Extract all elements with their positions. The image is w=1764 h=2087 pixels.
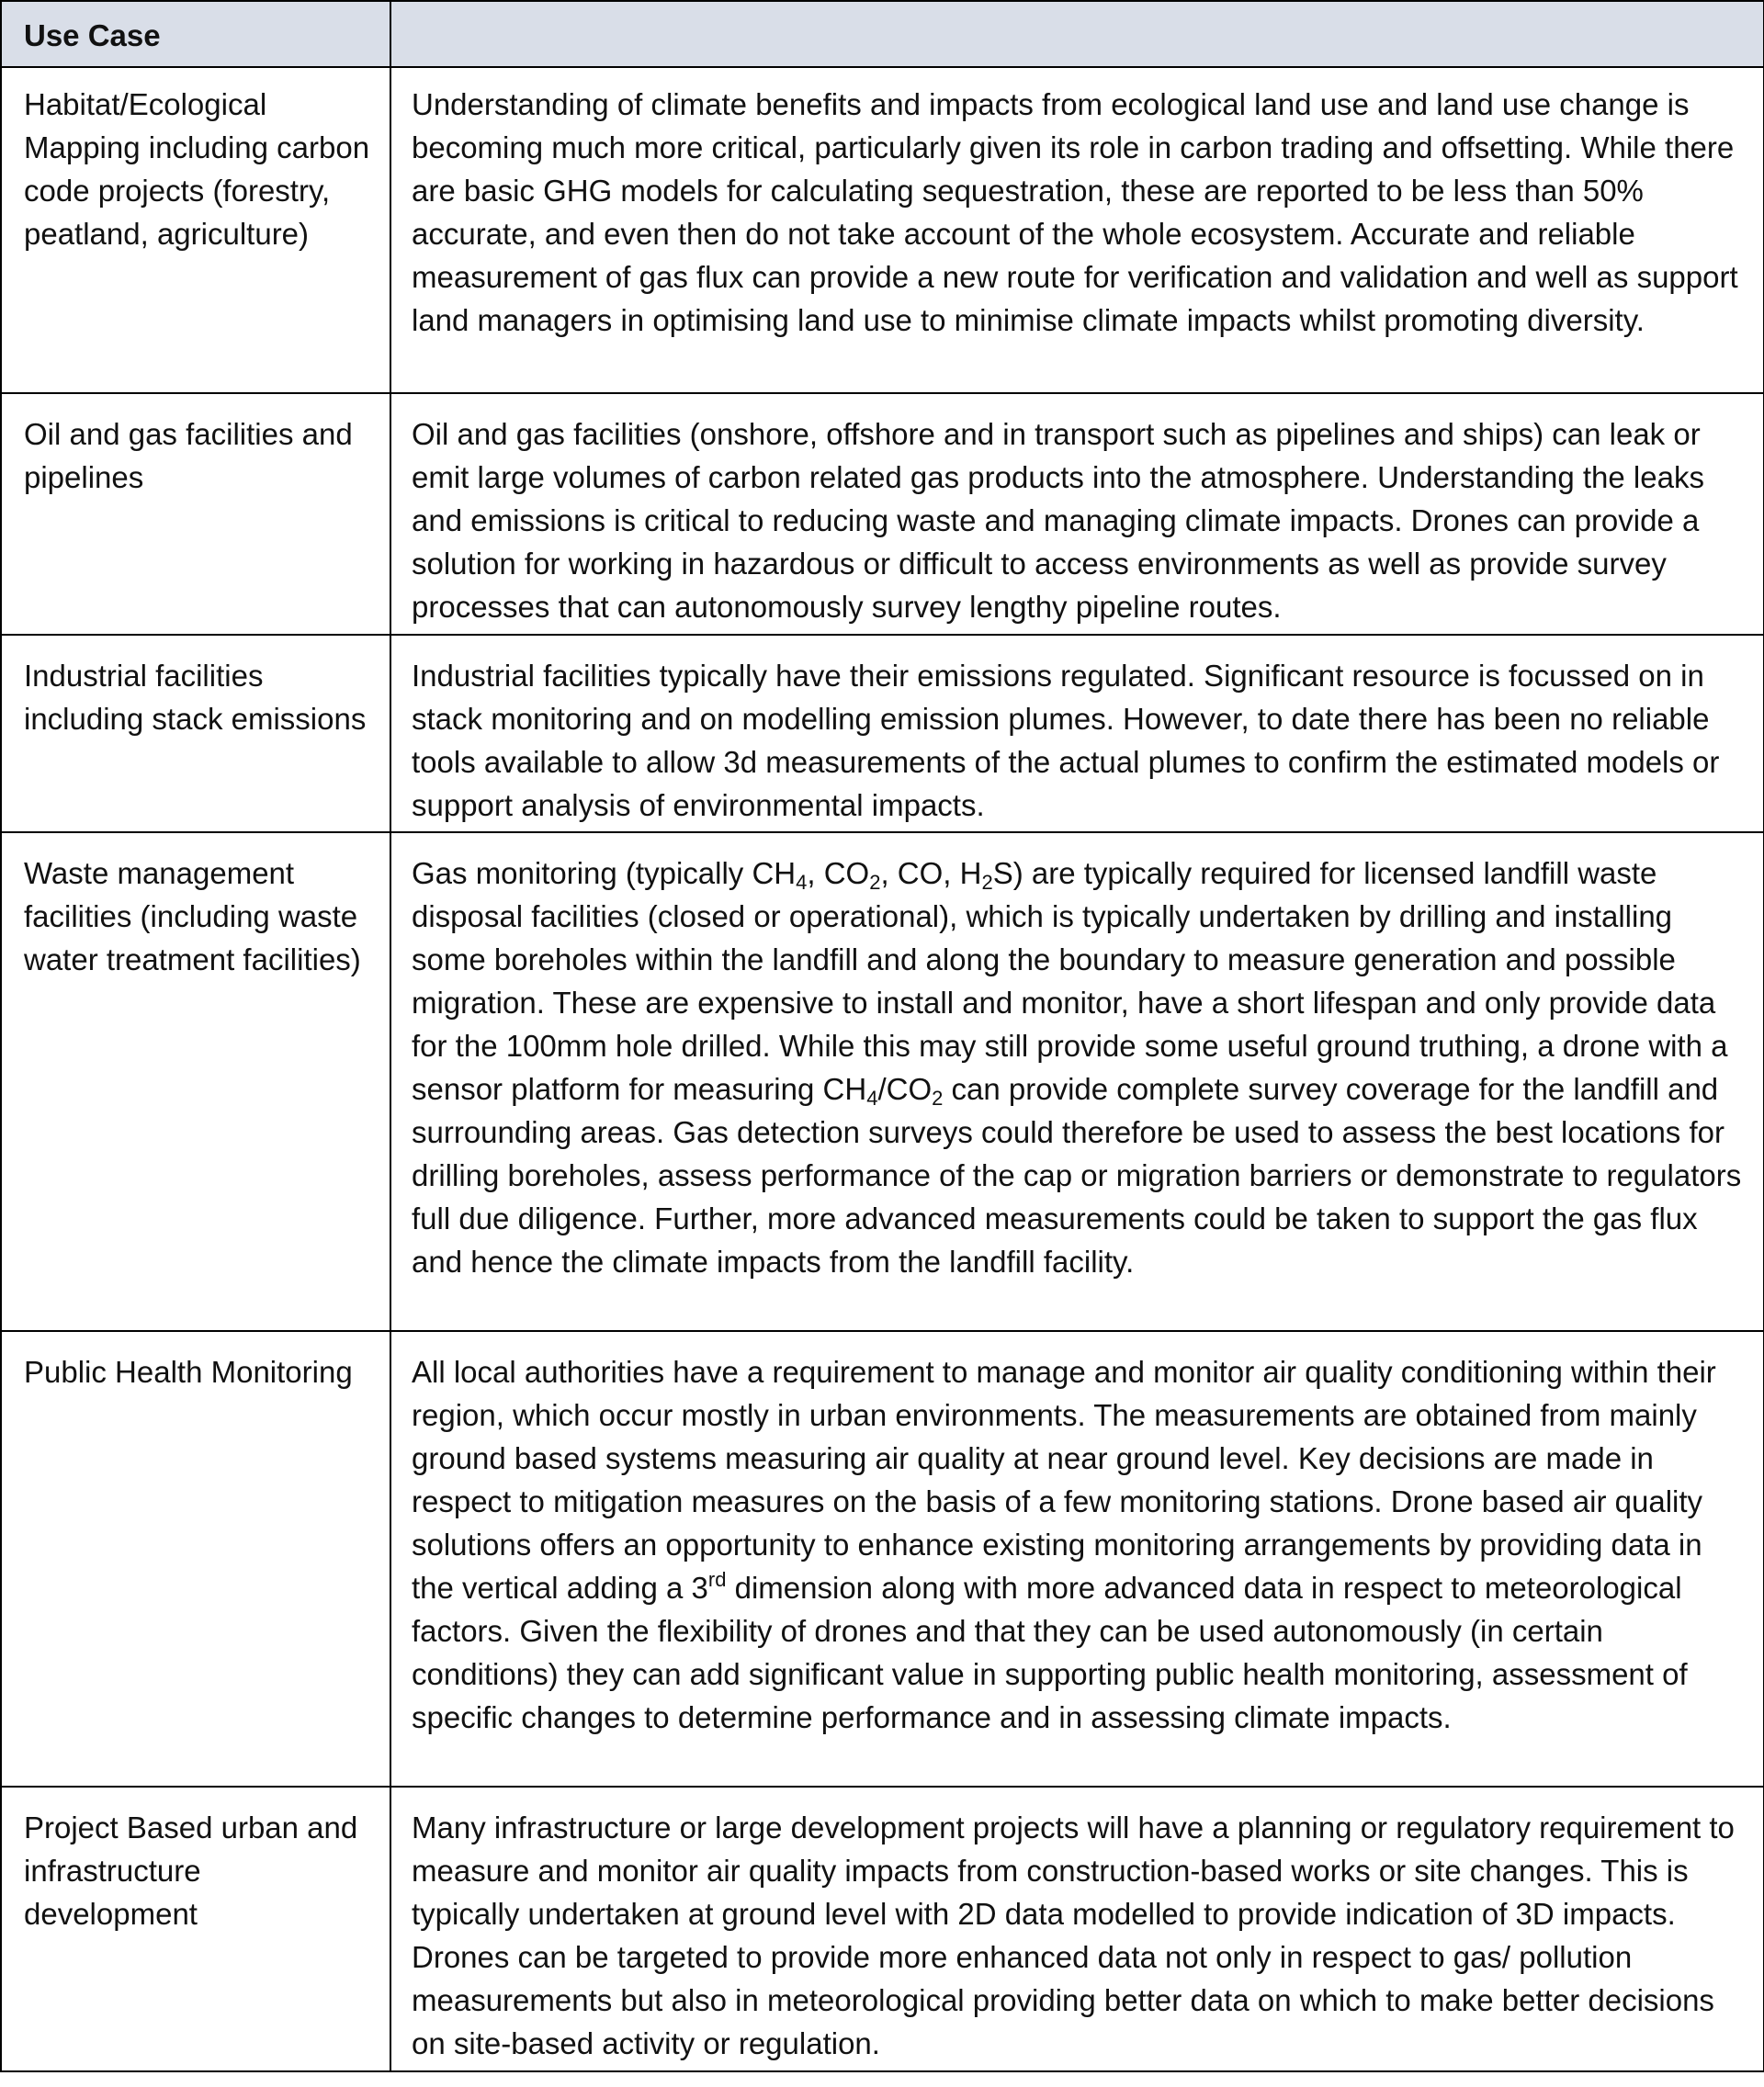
subscript: 2: [932, 1087, 944, 1110]
table-row: [1, 1787, 1764, 2071]
description-cell: Industrial facilities typically have their emissions regulated. Significant resource is focussed on in stack monitoring and on modelling emission plumes. However, to date there has been no reliable tools available to allow 3d measurements of the actual plumes to confirm the estimated models or support analysis of environmental impacts.: [390, 635, 1764, 832]
subscript: 4: [796, 871, 808, 894]
use-case-cell: Project Based urban and infrastructure development: [1, 1787, 390, 2071]
use-case-cell: Waste management facilities (including waste water treatment facilities): [1, 832, 390, 1331]
superscript: rd: [707, 1568, 727, 1591]
table-row: [1, 635, 1764, 832]
use-case-cell: Oil and gas facilities and pipelines: [1, 393, 390, 635]
description-cell: [390, 832, 1764, 1331]
table-row: [1, 1331, 1764, 1787]
desc-text: , CO: [807, 856, 870, 890]
description-cell: Understanding of climate benefits and impacts from ecological land use and land use change is becoming much more critical, particularly given its role in carbon trading and offsetting. While there are basic GHG models for calculating sequestration, these are reported to be less than 50% accurate, and even then do not take account of the whole ecosystem. Accurate and reliable measurement of gas flux can provide a new route for verification and validation and well as support land managers in optimising land use to minimise climate impacts whilst promoting diversity.: [390, 67, 1764, 393]
desc-text: dimension along with more advanced data in respect to meteorological factors. Given the flexibility of drones and that they can be used autonomously (in certain conditions) they can add significant value in supporting public health monitoring, assessment of specific changes to determine performance and in assessing climate impacts.: [412, 1571, 1688, 1734]
desc-text: , CO, H: [880, 856, 982, 890]
use-case-cell: Habitat/Ecological Mapping including carbon code projects (forestry, peatland, agriculture): [1, 67, 390, 393]
table-row: [1, 67, 1764, 393]
header-description: [390, 1, 1764, 67]
subscript: 2: [981, 871, 993, 894]
use-case-cell: Industrial facilities including stack emissions: [1, 635, 390, 832]
desc-text: S) are typically required for licensed landfill waste disposal facilities (closed or operational), which is typically undertaken by drilling and installing some boreholes within the landfill and along the boundary to measure generation and possible migration. These are expensive to install and monitor, have a short lifespan and only provide data for the 100mm hole drilled. While this may still provide some useful ground truthing, a drone with a sensor platform for measuring CH: [412, 856, 1728, 1106]
desc-text: can provide complete survey coverage for the landfill and surrounding areas. Gas detection surveys could therefore be used to assess the best locations for drilling boreholes, assess performance of the cap or migration barriers or demonstrate to regulators full due diligence. Further, more advanced measurements could be taken to support the gas flux and hence the climate impacts from the landfill facility.: [412, 1072, 1742, 1279]
table-row: [1, 393, 1764, 635]
table-header-row: [1, 1, 1764, 67]
desc-text: All local authorities have a requirement to manage and monitor air quality conditioning within their region, which occur mostly in urban environments. The measurements are obtained from mainly ground based systems measuring air quality at near ground level. Key decisions are made in respect to mitigation measures on the basis of a few monitoring stations. Drone based air quality solutions offers an opportunity to enhance existing monitoring arrangements by providing data in the vertical adding a 3: [412, 1355, 1716, 1605]
description-cell: Oil and gas facilities (onshore, offshore and in transport such as pipelines and ships) can leak or emit large volumes of carbon related gas products into the atmosphere. Understanding the leaks and emissions is critical to reducing waste and managing climate impacts. Drones can provide a solution for working in hazardous or difficult to access environments as well as provide survey processes that can autonomously survey lengthy pipeline routes.: [390, 393, 1764, 635]
desc-text: Gas monitoring (typically CH: [412, 856, 797, 890]
use-case-cell: Public Health Monitoring: [1, 1331, 390, 1787]
subscript: 2: [869, 871, 881, 894]
description-cell: Many infrastructure or large development projects will have a planning or regulatory requirement to measure and monitor air quality impacts from construction-based works or site changes. This is typically undertaken at ground level with 2D data modelled to provide indication of 3D impacts. Drones can be targeted to provide more enhanced data not only in respect to gas/ pollution measurements but also in meteorological providing better data on which to make better decisions on site-based activity or regulation.: [390, 1787, 1764, 2071]
subscript: 4: [866, 1087, 878, 1110]
header-use-case: Use Case: [1, 1, 390, 67]
table-row: [1, 832, 1764, 1331]
desc-text: /CO: [877, 1072, 933, 1106]
description-cell: [390, 1331, 1764, 1787]
